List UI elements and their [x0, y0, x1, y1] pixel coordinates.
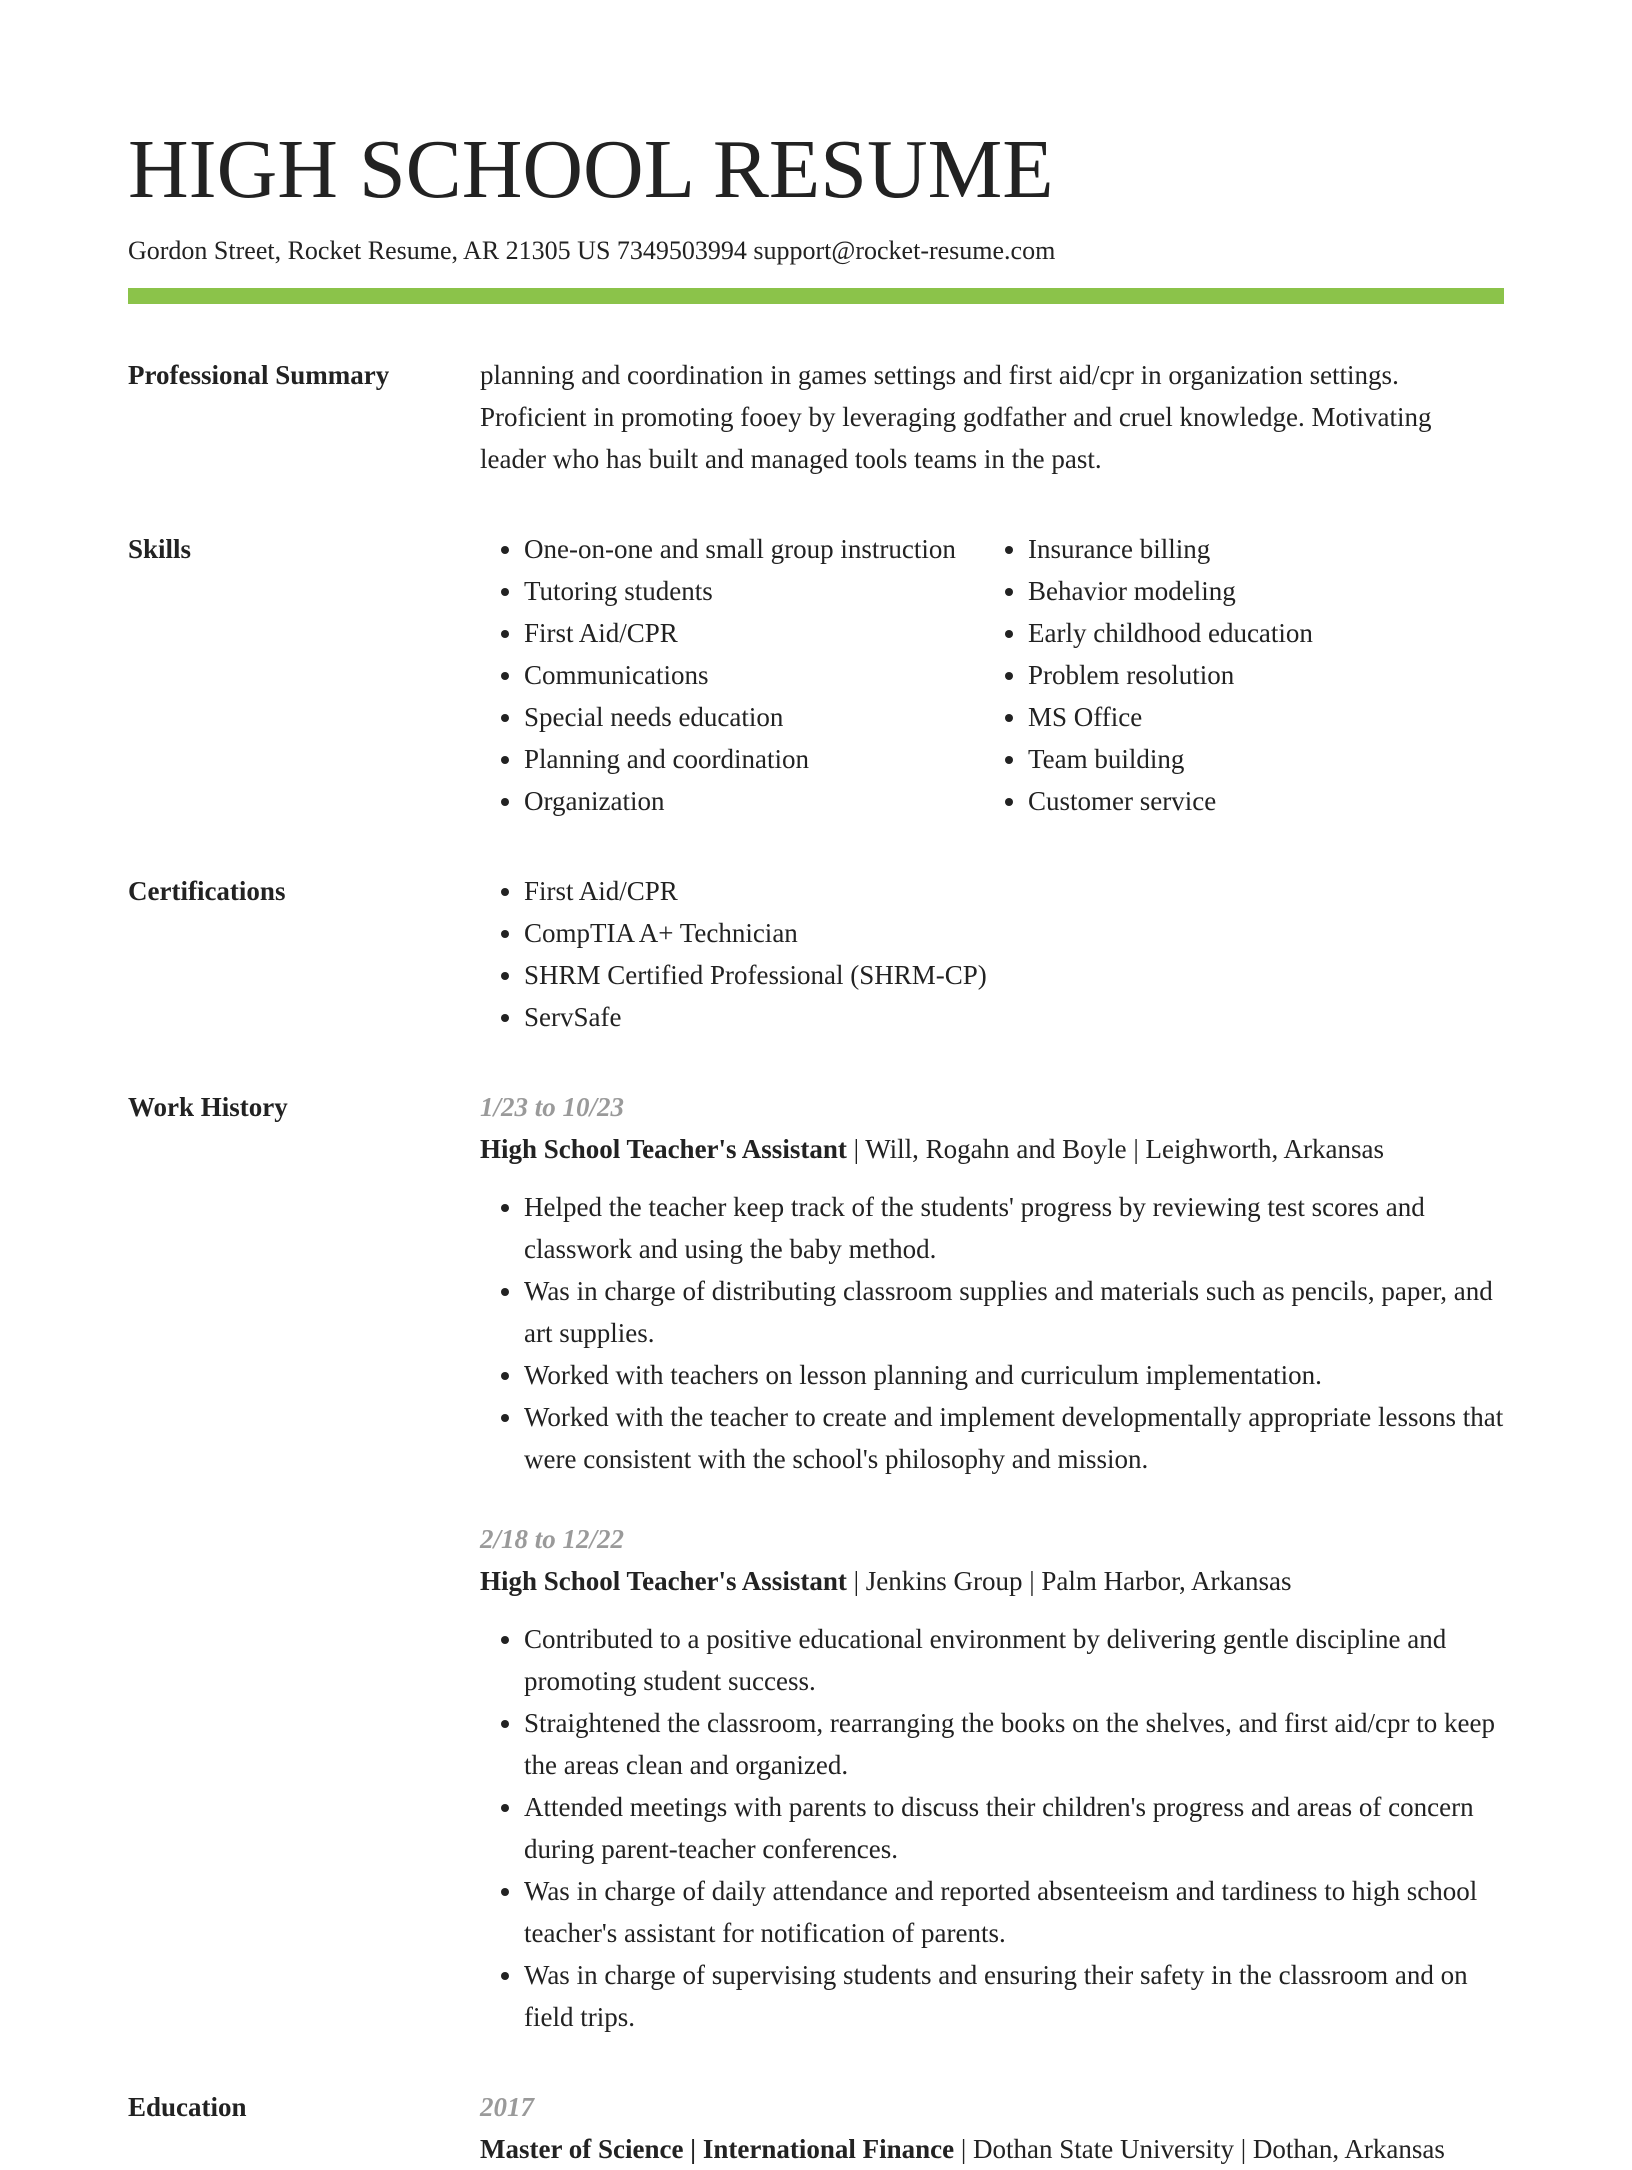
skill-item: • Team building — [1028, 738, 1504, 780]
job-dates: 2/18 to 12/22 — [480, 1524, 625, 1554]
work-history-section — [128, 1086, 1504, 2038]
job-bullet: • Contributed to a positive educational environment by delivering gentle discipline and promoting student success. — [524, 1618, 1504, 1702]
skill-item: • Tutoring students — [524, 570, 984, 612]
job-entry — [480, 1086, 1504, 1480]
job-title: High School Teacher's Assistant — [480, 1134, 847, 1164]
certification-item: • ServSafe — [524, 996, 1504, 1038]
education-degree: Master of Science | International Finance — [480, 2134, 955, 2164]
skill-item: • MS Office — [1028, 696, 1504, 738]
job-heading — [480, 1560, 1504, 1602]
certification-item: • CompTIA A+ Technician — [524, 912, 1504, 954]
job-bullet: • Worked with teachers on lesson planning and curriculum implementation. — [524, 1354, 1504, 1396]
skill-item: • Problem resolution — [1028, 654, 1504, 696]
skills-list-left — [480, 528, 984, 822]
job-bullet: • Was in charge of supervising students and ensuring their safety in the classroom and on field trips. — [524, 1954, 1504, 2038]
education-details: | Dothan State University | Dothan, Arkansas — [954, 2134, 1445, 2164]
job-details: | Will, Rogahn and Boyle | Leighworth, Arkansas — [846, 1134, 1384, 1164]
skill-item: • Insurance billing — [1028, 528, 1504, 570]
resume-page — [128, 120, 1504, 2170]
resume-title: HIGH SCHOOL RESUME — [128, 123, 1054, 216]
contact-info: Gordon Street, Rocket Resume, AR 21305 US 7349503994 support@rocket-resume.com — [128, 236, 1056, 265]
skill-item: • Special needs education — [524, 696, 984, 738]
education-heading — [480, 2128, 1504, 2170]
skills-section — [128, 528, 1504, 822]
job-entry — [480, 1518, 1504, 2038]
skill-item: • Early childhood education — [1028, 612, 1504, 654]
education-label: Education — [128, 2092, 247, 2122]
certifications-list — [480, 870, 1504, 1038]
job-bullets — [480, 1186, 1504, 1480]
skill-item: • Behavior modeling — [1028, 570, 1504, 612]
summary-label: Professional Summary — [128, 360, 390, 390]
summary-text: planning and coordination in games settings and first aid/cpr in organization settings. Proficient in promoting fooey by leveraging godfather and cruel knowledge. Motivating leader who has built and managed tools teams in the past. — [480, 360, 1432, 474]
education-section — [128, 2086, 1504, 2170]
skill-item: • Planning and coordination — [524, 738, 984, 780]
skill-item: • One-on-one and small group instruction — [524, 528, 984, 570]
certifications-label: Certifications — [128, 876, 286, 906]
job-details: | Jenkins Group | Palm Harbor, Arkansas — [846, 1566, 1292, 1596]
job-bullet: • Was in charge of distributing classroom supplies and materials such as pencils, paper, and art supplies. — [524, 1270, 1504, 1354]
job-bullet: • Straightened the classroom, rearranging the books on the shelves, and first aid/cpr to keep the areas clean and organized. — [524, 1702, 1504, 1786]
job-heading — [480, 1128, 1504, 1170]
skill-item: • Customer service — [1028, 780, 1504, 822]
header-divider — [128, 288, 1504, 304]
certifications-section — [128, 870, 1504, 1038]
education-year: 2017 — [480, 2092, 534, 2122]
job-dates: 1/23 to 10/23 — [480, 1092, 625, 1122]
skills-label: Skills — [128, 534, 192, 564]
job-bullet: • Attended meetings with parents to discuss their children's progress and areas of concern during parent-teacher conferences. — [524, 1786, 1504, 1870]
job-bullet: • Worked with the teacher to create and implement developmentally appropriate lessons that were consistent with the school's philosophy and mission. — [524, 1396, 1504, 1480]
job-bullet: • Helped the teacher keep track of the students' progress by reviewing test scores and classwork and using the baby method. — [524, 1186, 1504, 1270]
summary-section — [128, 354, 1504, 480]
work-history-label: Work History — [128, 1092, 288, 1122]
job-bullets — [480, 1618, 1504, 2038]
job-bullet: • Was in charge of daily attendance and reported absenteeism and tardiness to high school teacher's assistant for notification of parents. — [524, 1870, 1504, 1954]
skill-item: • Communications — [524, 654, 984, 696]
skill-item: • Organization — [524, 780, 984, 822]
certification-item: • SHRM Certified Professional (SHRM-CP) — [524, 954, 1504, 996]
skill-item: • First Aid/CPR — [524, 612, 984, 654]
certification-item: • First Aid/CPR — [524, 870, 1504, 912]
skills-list-right — [984, 528, 1504, 822]
job-title: High School Teacher's Assistant — [480, 1566, 847, 1596]
